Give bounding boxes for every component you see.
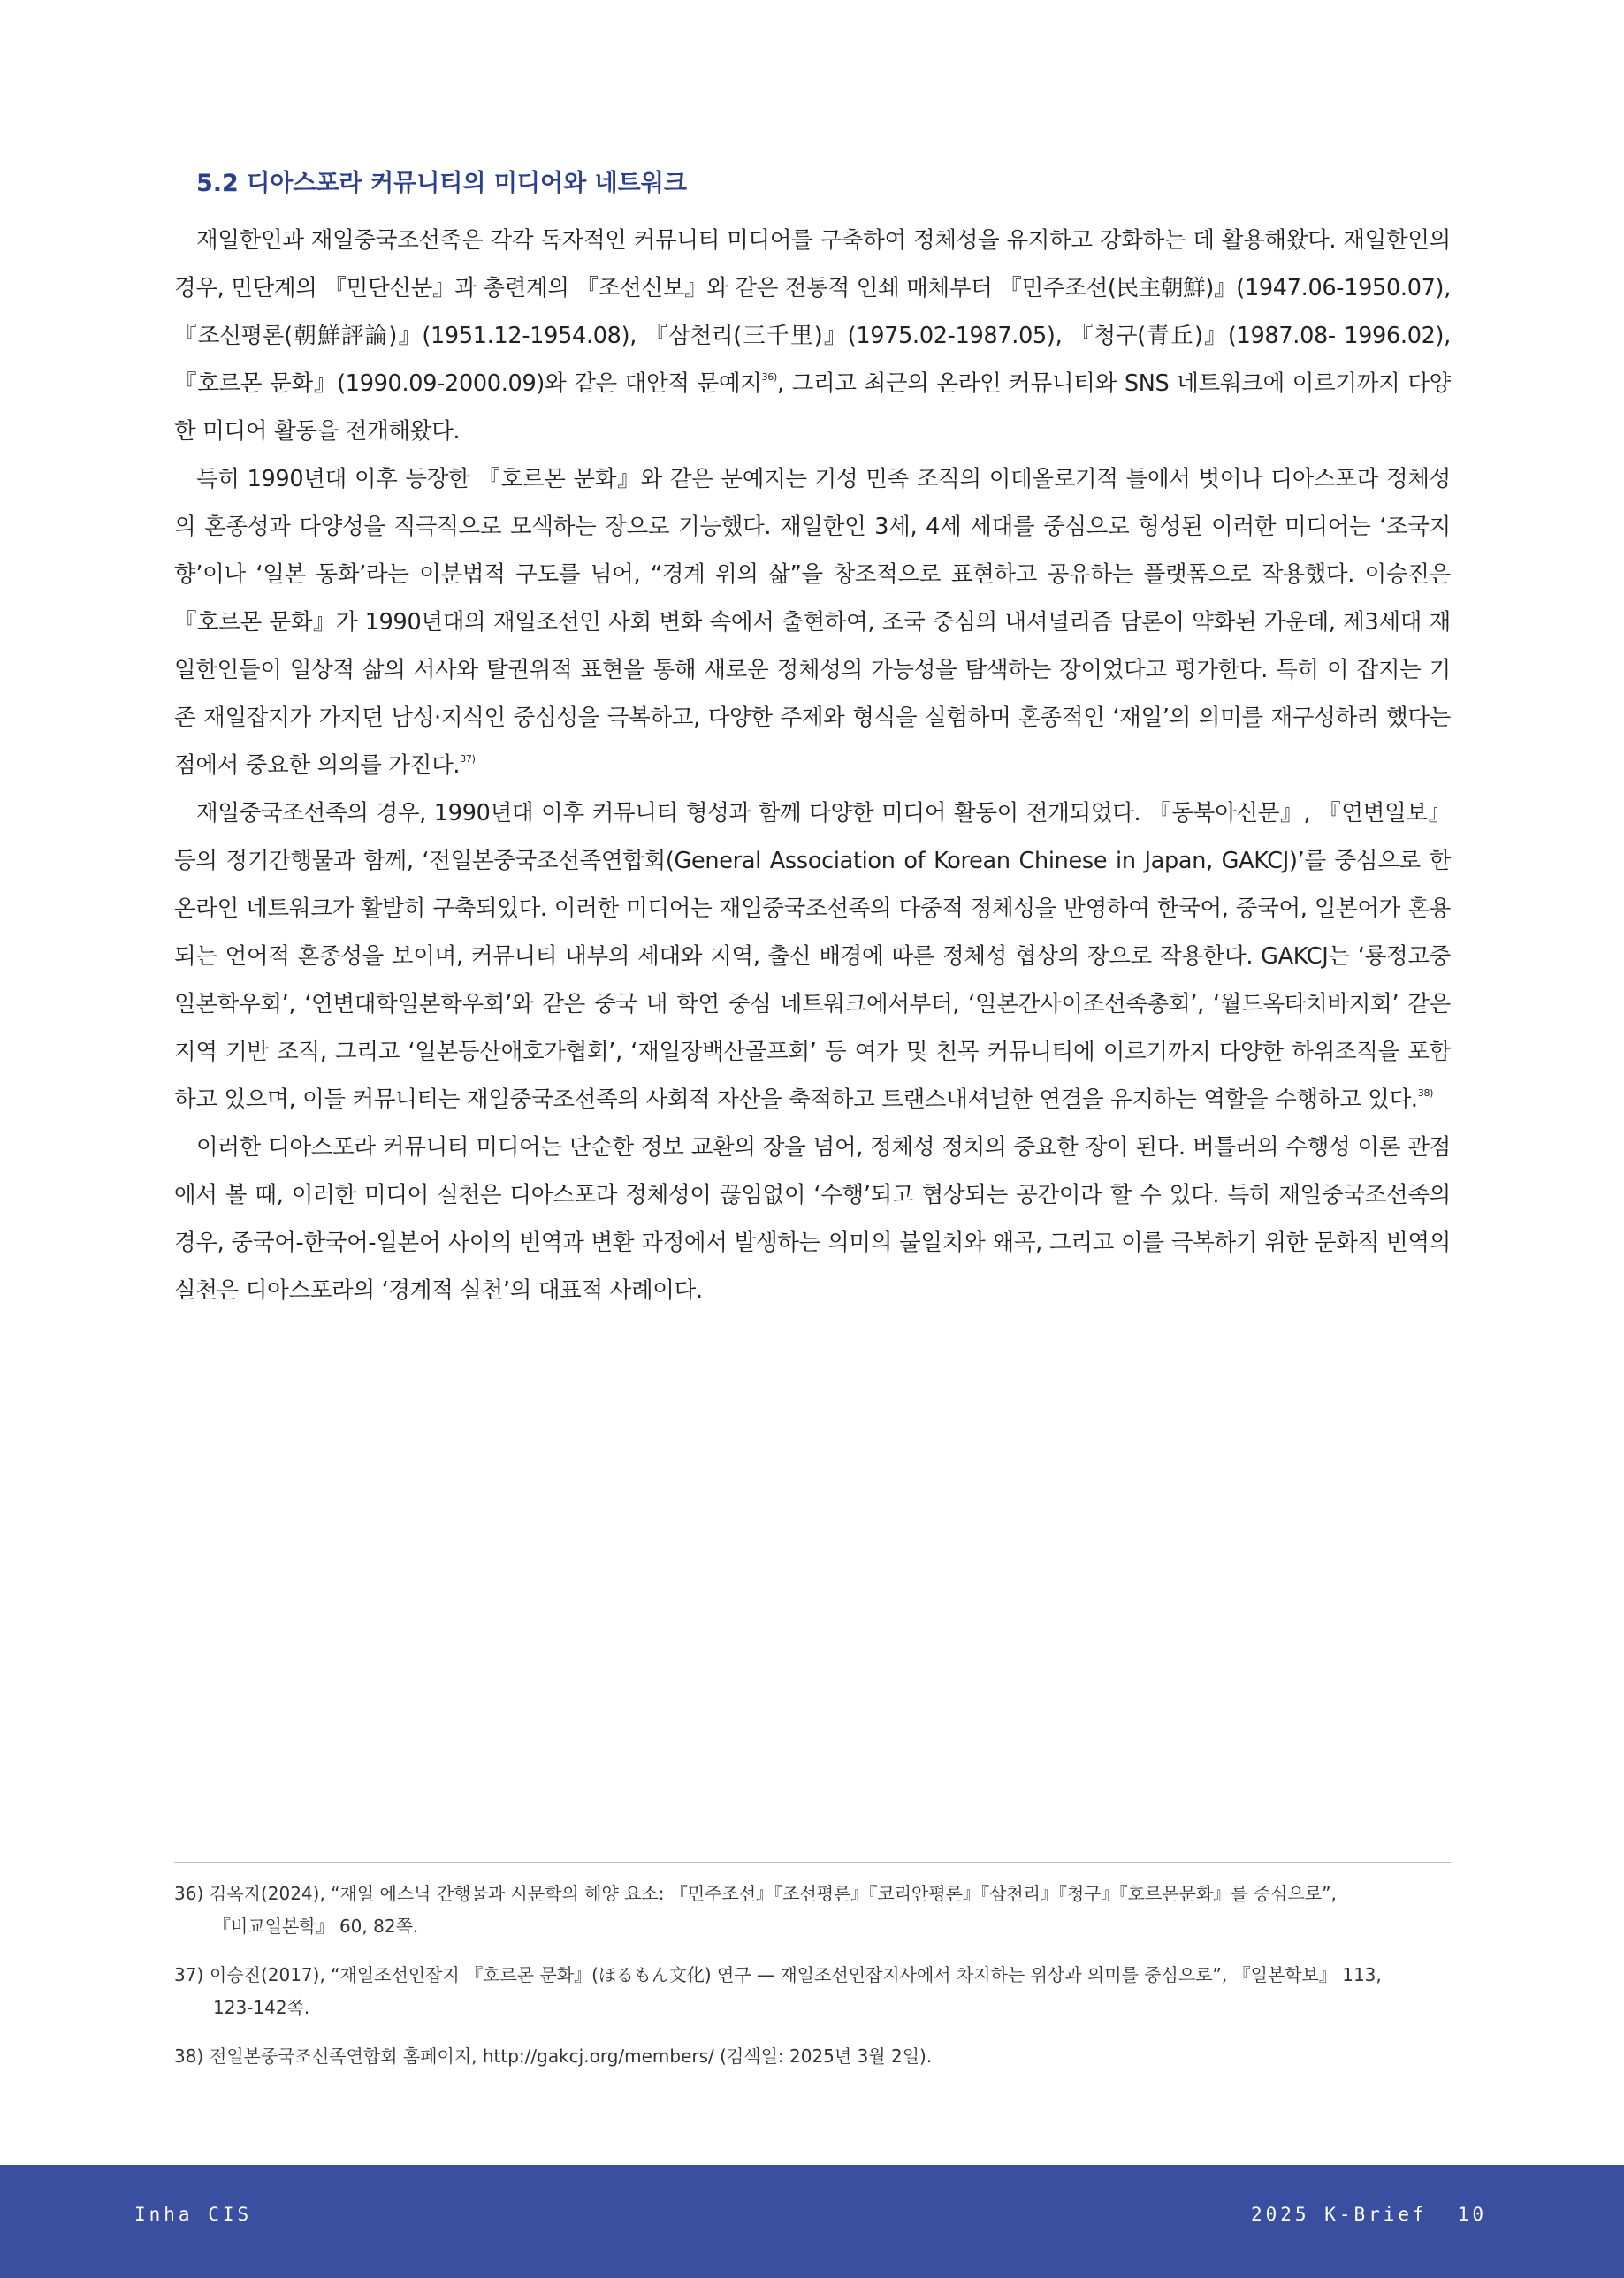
paragraph-text: 재일한인과 재일중국조선족은 각각 독자적인 커뮤니티 미디어를 구축하여 정체성을 유지하고 강화하는 데 활용해왔다. 재일한인의 경우, 민단계의 『민단신문』과 총련계의 『조선신보』와 같은 전통적 인쇄 매체부터 『민주조선(民主朝鮮)』(1947.06-1950.07), 『조선평론(朝鮮評論)』(1951.12-1954.08), 『삼천리(三千里)』(1975.02-1987.05), 『청구(青丘)』(1987.08- 1996.02), 『호르몬 문화』(1990.09-2000.09)와 같은 대안적 문예지 [174, 227, 1451, 397]
footnote-number: 36) [174, 1883, 204, 1904]
paragraph-text: 재일중국조선족의 경우, 1990년대 이후 커뮤니티 형성과 함께 다양한 미디어 활동이 전개되었다. 『동북아신문』, 『연변일보』 등의 정기간행물과 함께, ‘전일본중국조선족연합회(General Association of Korean Chinese in Japan, GAKCJ)’를 중심으로 한 온라인 네트워크가 활발히 구축되었다. 이러한 미디어는 재일중국조선족의 다중적 정체성을 반영하여 한국어, 중국어, 일본어가 혼용되는 언어적 혼종성을 보이며, 커뮤니티 내부의 세대와 지역, 출신 배경에 따른 정체성 협상의 장으로 작용한다. GAKCJ는 ‘룡정고중일본학우회’, ‘연변대학일본학우회’와 같은 중국 내 학연 중심 네트워크에서부터, ‘일본간사이조선족총회’, ‘월드옥타치바지회’ 같은 지역 기반 조직, 그리고 ‘일본등산애호가협회’, ‘재일장백산골프회’ 등 여가 및 친목 커뮤니티에 이르기까지 다양한 하위조직을 포함하고 있으며, 이들 커뮤니티는 재일중국조선족의 사회적 자산을 축적하고 트랜스내셔널한 연결을 유지하는 역할을 수행하고 있다. [174, 800, 1451, 1113]
footnote-ref-37[interactable]: 37) [460, 753, 476, 765]
paragraph-3 [174, 789, 1451, 1124]
footer-series: 2025 K-Brief [1250, 2204, 1428, 2225]
paragraph-1 [174, 217, 1451, 455]
paragraph-2 [174, 455, 1451, 789]
paragraph-text: 특히 1990년대 이후 등장한 『호르몬 문화』와 같은 문예지는 기성 민족 조직의 이데올로기적 틀에서 벗어나 디아스포라 정체성의 혼종성과 다양성을 적극적으로 모색하는 장으로 기능했다. 재일한인 3세, 4세 세대를 중심으로 형성된 이러한 미디어는 ‘조국지향’이나 ‘일본 동화’라는 이분법적 구도를 넘어, “경계 위의 삶”을 창조적으로 표현하고 공유하는 플랫폼으로 작용했다. 이승진은 『호르몬 문화』가 1990년대의 재일조선인 사회 변화 속에서 출현하여, 조국 중심의 내셔널리즘 담론이 약화된 가운데, 제3세대 재일한인들이 일상적 삶의 서사와 탈권위적 표현을 통해 새로운 정체성의 가능성을 탐색하는 장이었다고 평가한다. 특히 이 잡지는 기존 재일잡지가 가지던 남성·지식인 중심성을 극복하고, 다양한 주제와 형식을 실험하며 혼종적인 ‘재일’의 의미를 재구성하려 했다는 점에서 중요한 의의를 가진다. [174, 466, 1451, 779]
footnotes [174, 1878, 1451, 2089]
footnote-text: 이승진(2017), “재일조선인잡지 『호르몬 문화』(ほるもん文化) 연구 — 재일조선인잡지사에서 차지하는 위상과 의미를 중심으로”, 『일본학보』 113, [210, 1964, 1382, 1985]
footnote-text-cont: 『비교일본학』 60, 82쪽. [213, 1916, 419, 1937]
footnote-37 [174, 1959, 1451, 2024]
paragraph-4 [174, 1124, 1451, 1314]
footnote-number: 37) [174, 1964, 204, 1985]
footnote-ref-36[interactable]: 36) [761, 371, 778, 383]
footer-right [1251, 2204, 1487, 2225]
footnote-text: 전일본중국조선족연합회 홈페이지, http://gakcj.org/members/ (검색일: 2025년 3월 2일). [210, 2046, 933, 2067]
footnote-divider [174, 1862, 1451, 1863]
paragraph-text-cont: , 그리고 최근의 온라인 커뮤니티와 SNS 네트워크에 이르기까지 다양한 미디어 활동을 전개해왔다. [174, 370, 1451, 445]
main-content [174, 162, 1451, 1314]
footnote-38 [174, 2040, 1451, 2073]
footnote-text-cont: 123-142쪽. [213, 1997, 310, 2018]
footnote-number: 38) [174, 2046, 204, 2067]
page-footer [0, 2165, 1624, 2278]
paragraph-text: 이러한 디아스포라 커뮤니티 미디어는 단순한 정보 교환의 장을 넘어, 정체성 정치의 중요한 장이 된다. 버틀러의 수행성 이론 관점에서 볼 때, 이러한 미디어 실천은 디아스포라 정체성이 끊임없이 ‘수행’되고 협상되는 공간이라 할 수 있다. 특히 재일중국조선족의 경우, 중국어-한국어-일본어 사이의 번역과 변환 과정에서 발생하는 의미의 불일치와 왜곡, 그리고 이를 극복하기 위한 문화적 번역의 실천은 디아스포라의 ‘경계적 실천’의 대표적 사례이다. [174, 1134, 1451, 1304]
footnote-text: 김옥지(2024), “재일 에스닉 간행물과 시문학의 해양 요소: 『민주조선』『조선평론』『코리안평론』『삼천리』『청구』『호르몬문화』를 중심으로”, [210, 1883, 1337, 1904]
footnote-36 [174, 1878, 1451, 1943]
footer-publisher: Inha CIS [134, 2204, 253, 2225]
section-title: 5.2 디아스포라 커뮤니티의 미디어와 네트워크 [196, 170, 687, 197]
footnote-ref-38[interactable]: 38) [1417, 1087, 1434, 1099]
page-number: 10 [1457, 2204, 1487, 2225]
